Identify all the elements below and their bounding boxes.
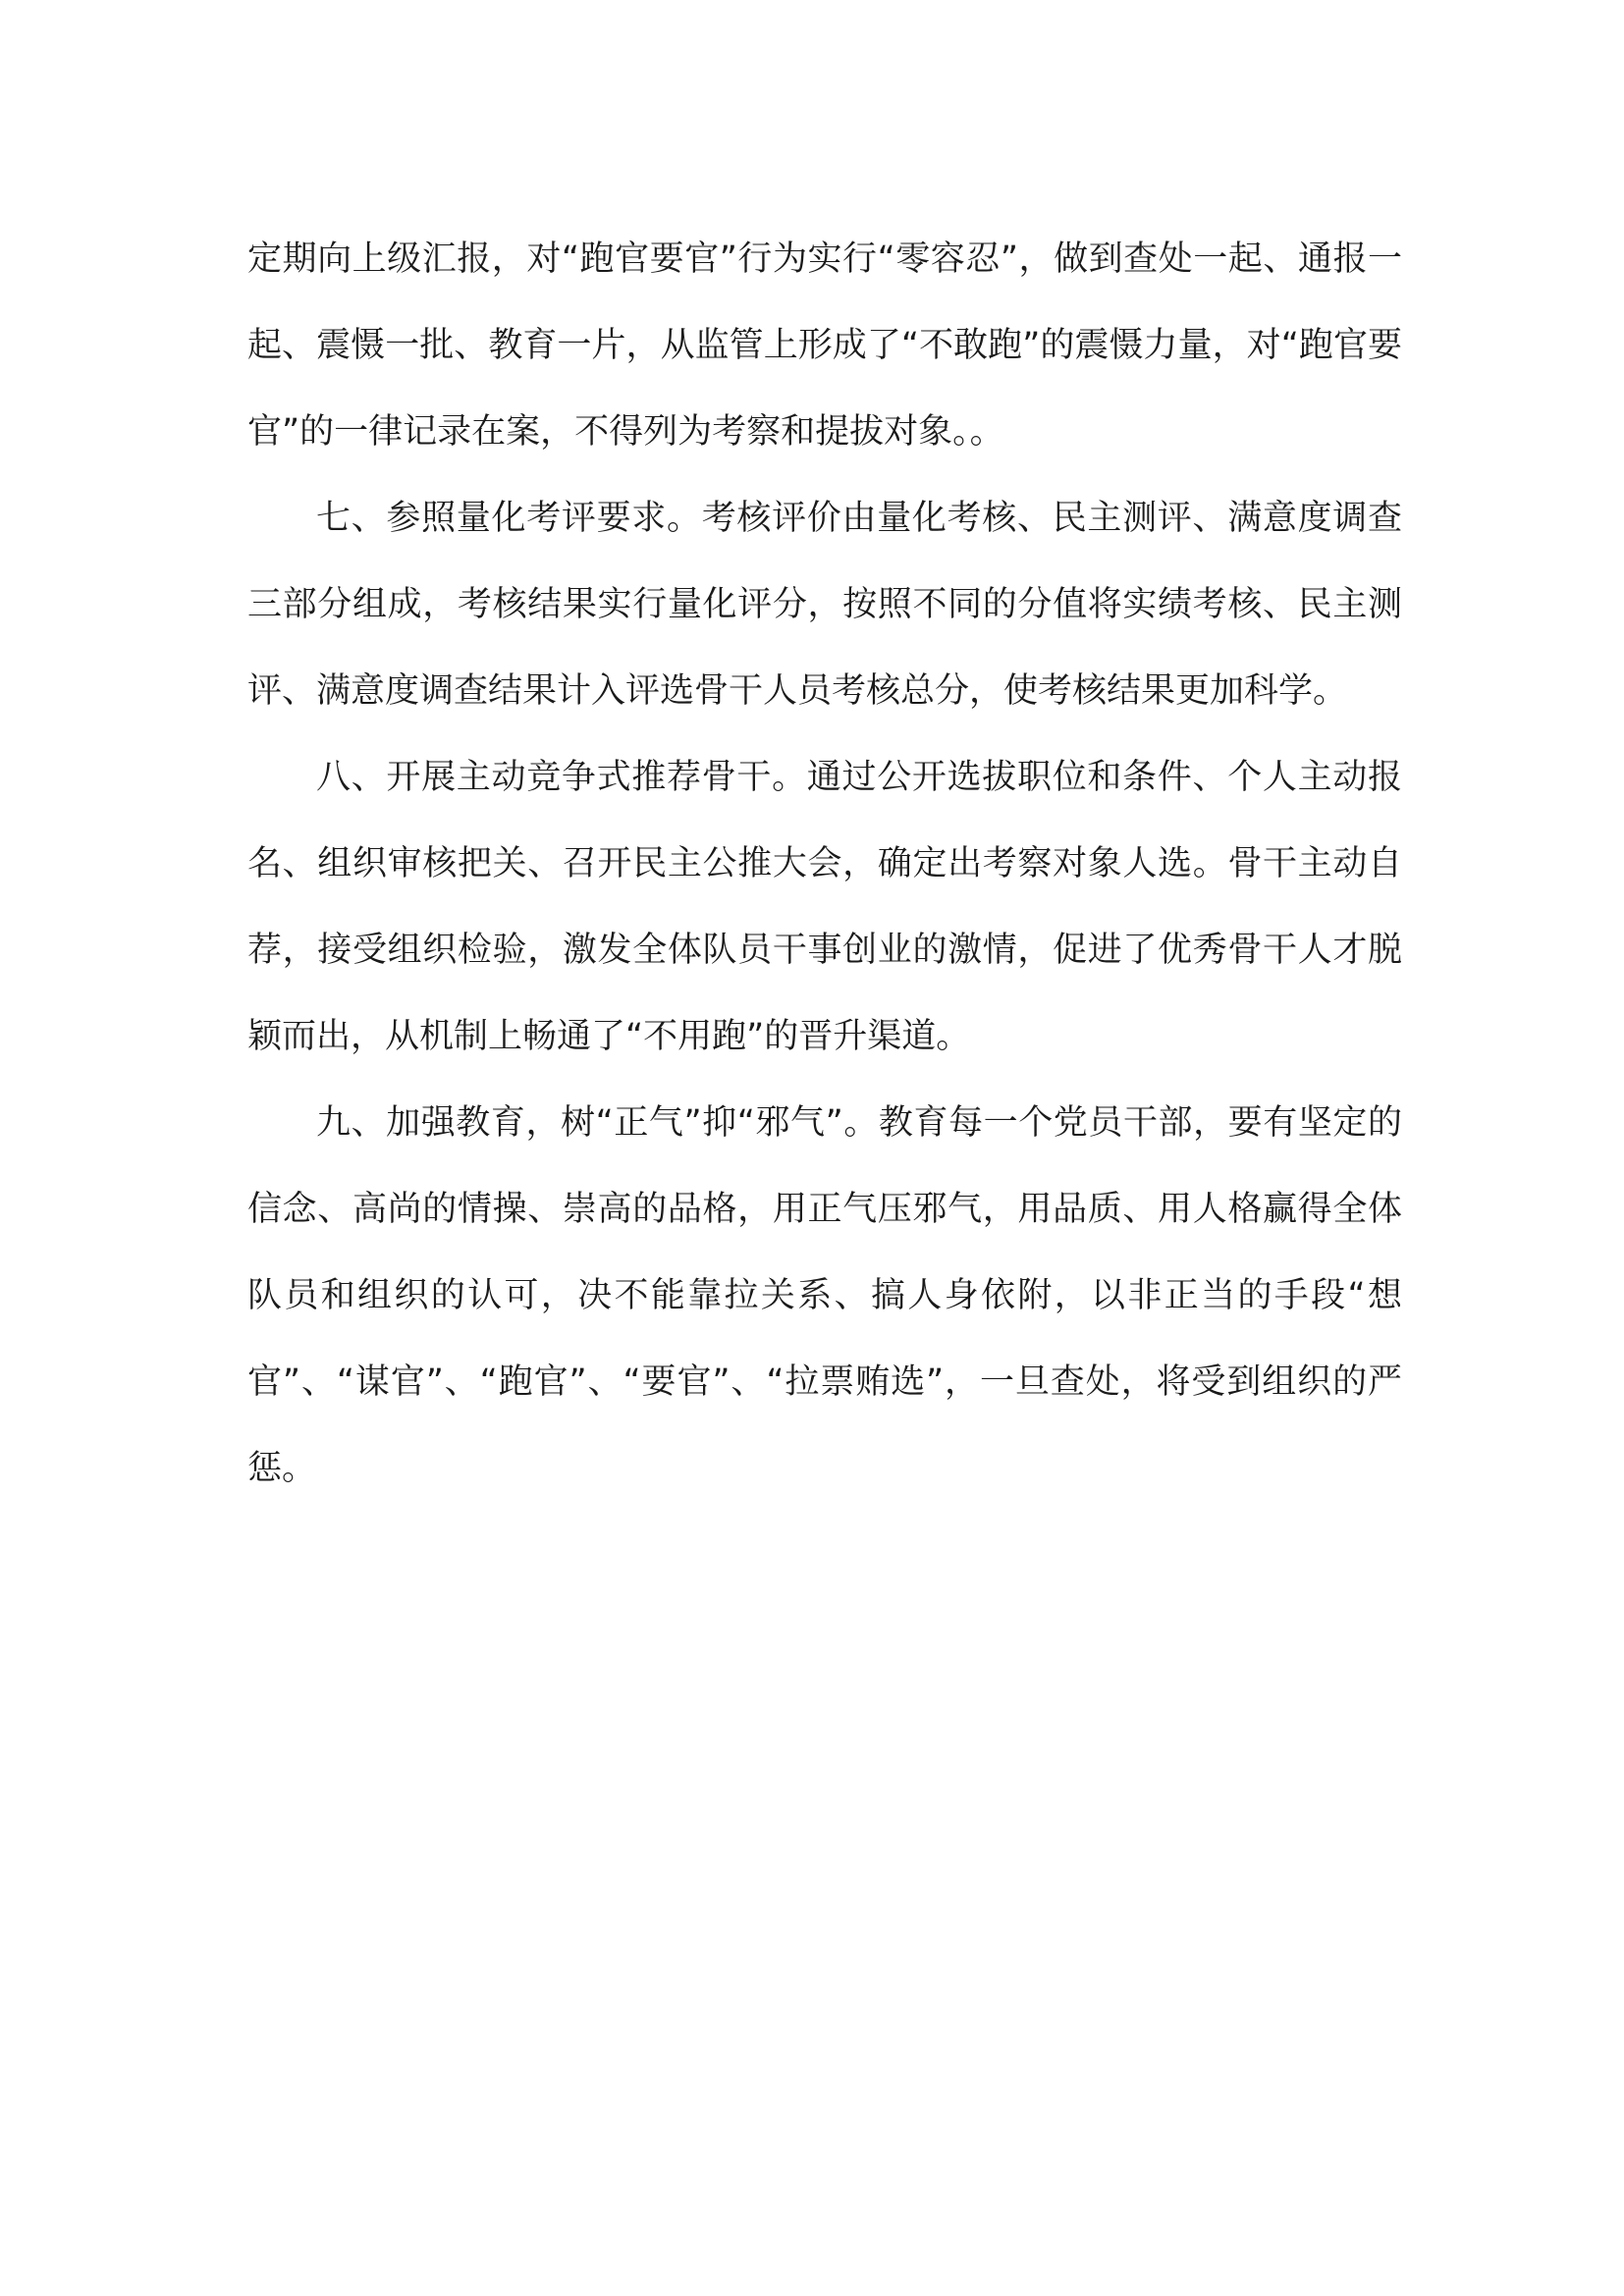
document-body (247, 216, 1402, 1512)
paragraph-item-eight: 八、开展主动竞争式推荐骨干。通过公开选拔职位和条件、个人主动报名、组织审核把关、召开民主公推大会，确定出考察对象人选。骨干主动自荐，接受组织检验，激发全体队员干事创业的激情，促进了优秀骨干人才脱颖而出，从机制上畅通了“不用跑”的晋升渠道。 (247, 758, 1402, 1056)
paragraph-item-seven: 七、参照量化考评要求。考核评价由量化考核、民主测评、满意度调查三部分组成，考核结果实行量化评分，按照不同的分值将实绩考核、民主测评、满意度调查结果计入评选骨干人员考核总分，使考核结果更加科学。 (247, 499, 1402, 711)
paragraph-item-nine: 九、加强教育，树“正气”抑“邪气”。教育每一个党员干部，要有坚定的信念、高尚的情操、崇高的品格，用正气压邪气，用品质、用人格赢得全体队员和组织的认可，决不能靠拉关系、搞人身依附，以非正当的手段“想官”、“谋官”、“跑官”、“要官”、“拉票贿选”，一旦查处，将受到组织的严惩。 (247, 1103, 1402, 1488)
paragraph-continuation: 定期向上级汇报，对“跑官要官”行为实行“零容忍”，做到查处一起、通报一起、震慑一批、教育一片，从监管上形成了“不敢跑”的震慑力量，对“跑官要官”的一律记录在案，不得列为考察和提拔对象。。 (247, 240, 1402, 452)
